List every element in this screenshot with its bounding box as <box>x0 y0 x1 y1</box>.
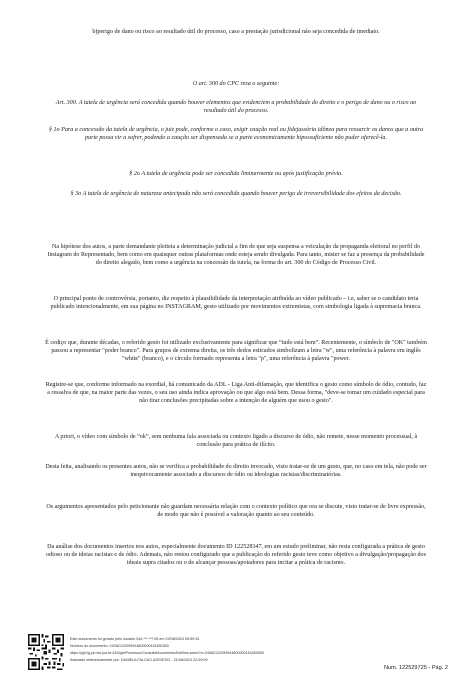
paragraph-analise: Da análise dos documentos insertos nos autos, especialmente documento ID 122528347, em um estudo preliminar, não resta configurada a prática de gesto odioso ou de ideias racistas e de ódio. Ademais, não restou configurado que a publicação do referido gesto teve como objetivo a divulgação/propagação dos ideais supra citados ou o de alcançar pessoas/apoiadores para incitar a prática de racismo. <box>46 544 426 567</box>
paragraph-hipotese: Na hipótese dos autos, a parte demandante pleiteia a determinação judicial a fim de que seja suspensa a veiculação da propaganda eleitoral no perfil do Instagram do Representado, bem como em quaisquer outras plataformas onde esteja sendo divulgada. Para tanto, mister se faz a presença da probabilidade do direito alegado, bem como a urgência na concessão da tutela, na forma do art. 300 do Código de Processo Civil. <box>47 244 425 267</box>
paragraph-registre: Registre-se que, conforme informado na exordial, há comunicado da ADL - Liga Anti-difamação, que identifica o gesto como símbolo de ódio, contudo, faz a ressalva de que, na maior parte das vezes, o seu uso ainda indica aprovação ou que algo está bem. Dessa forma, "deve-se tomar um cuidado especial para não tirar conclusões precipitadas sobre a intenção de alguém que usou o gesto". <box>45 382 427 405</box>
cpc-intro: O art. 300 do CPC reza o seguinte: <box>192 81 280 87</box>
paragraph-argumentos: Os argumentos apresentados pelo peticionante não guardam necessária relação com o contexto político que ora se discute, visto tratar-se de livre expressão, de modo que não é possível a valoração quanto ao seu conteúdo. <box>46 504 426 519</box>
paragraph-principal: O principal ponto de controvérsia, portanto, diz respeito à plausibilidade da interpretação atribuída ao vídeo publicado – i.e, saber se o candidato teria publicado intencionalmente, em sua página no INSTAGRAM, gesto utilizado por movimentos extremistas, com simbologia ligada à supremacia branca. <box>50 296 422 311</box>
footer-document-number: Número do documento: 24082122090944800000115450350 <box>70 644 169 648</box>
document-footer <box>28 634 448 674</box>
paragraph-3: § 3o A tutela de urgência de natureza antecipada não será concedida quando houver perigo de irreversibilidade dos efeitos da decisão. <box>70 191 402 197</box>
paragraph-apriori: A priori, o vídeo com símbolo de “ok”, sem nenhuma fala associada ou contexto ligado a discurso de ódio, não remete, nesse momento processual, à conclusão para prática de ilícito. <box>54 434 418 449</box>
paragraph-1: § 1o Para a concessão da tutela de urgência, o juiz pode, conforme o caso, exigir caução real ou fidejussória idônea para ressarcir os danos que a outra parte possa vir a sofrer, podendo a caução ser dispensada se a parte economicamente hipossuficiente não puder oferecê-la. <box>48 127 424 142</box>
qr-code-icon[interactable] <box>28 634 64 670</box>
footer-document-link[interactable]: https://pje1g-pb.tse.jus.br:443/pje/Processo/ConsultaDocumento/listView.seam?x=24082122090944800000115450350 <box>70 651 264 655</box>
footer-generated-by: Este documento foi gerado pelo usuário 044.***.***-05 em 22/08/2024 05:59:33 <box>70 637 200 641</box>
paragraph-perigo: b)perigo de dano ou risco ao resultado útil do processo, caso a prestação jurisdicional não seja concedida de imediato. <box>92 29 380 35</box>
footer-signature: Assinado eletronicamente por: DANIELA FALCAO AZEVEDO - 21/08/2024 22:09:09 <box>70 658 208 662</box>
paragraph-cedico: É cediço que, durante décadas, o referido gesto foi utilizado exclusivamente para significar que “tudo está bem”. Recentemente, o símbolo de "OK" também passou a representar "poder branco". Para grupos de extrema direita, os três dedos esticados simbolizam a letra "w", uma referência à palavra em inglês "white" (branco), e o círculo formado representa a letra "p", uma referência à palavra "power. <box>45 340 427 363</box>
page-number: Num. 122529725 - Pág. 2 <box>383 665 448 671</box>
art300-text: Art. 300. A tutela de urgência será concedida quando houver elementos que evidenciem a probabilidade do direito e o perigo de dano ou o risco ao resultado útil do processo. <box>55 100 417 115</box>
paragraph-2: § 2o A tutela de urgência pode ser concedida liminarmente ou após justificação prévia. <box>129 171 343 177</box>
paragraph-desta: Desta feita, analisando os presentes autos, não se verifica a probabilidade do direito invocado, visto tratar-se de um gesto, que, no caso em tela, não pode ser inequivocamente associado a discursos de ódio ou ideologias racistas/discriminatórias. <box>45 464 427 479</box>
